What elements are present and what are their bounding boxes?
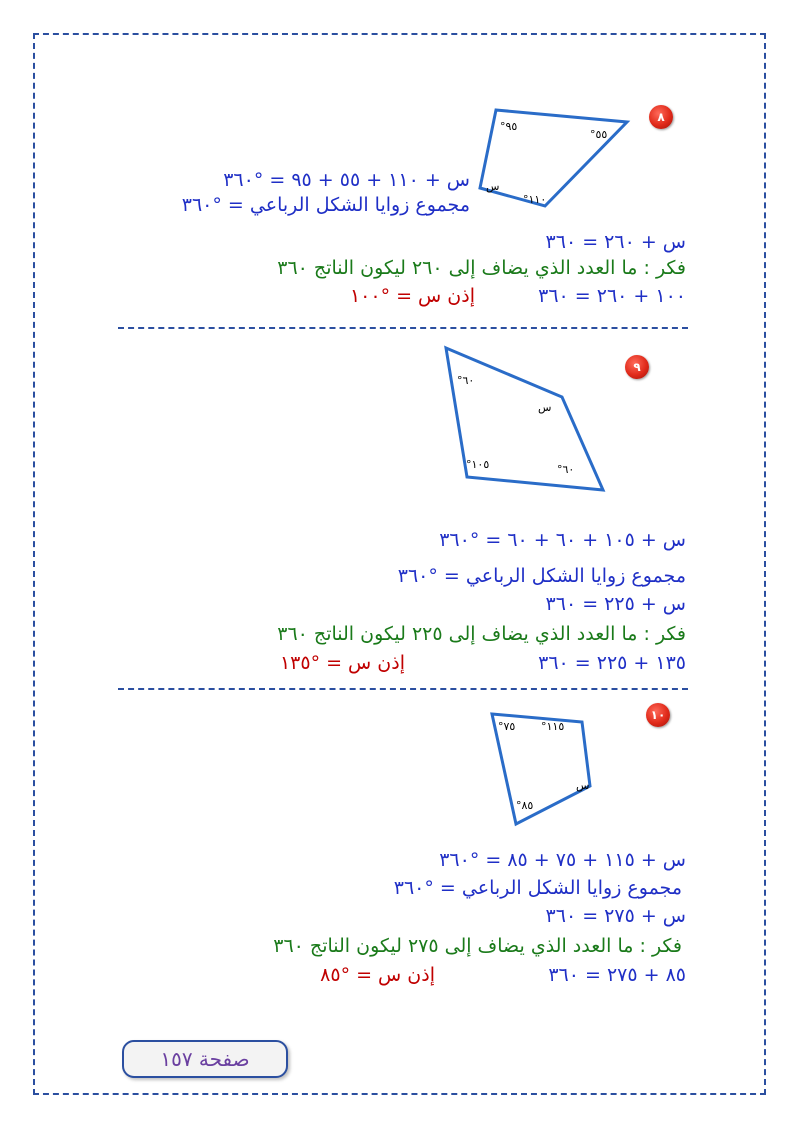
- problem-number-badge: ٩: [625, 355, 649, 379]
- quadrilateral-figure: [440, 342, 620, 500]
- solution-line: ١٠٠ + ٢٦٠ = ٣٦٠: [538, 285, 686, 307]
- angle-label: °٨٥: [516, 799, 534, 812]
- angle-label: س: [486, 180, 500, 193]
- problem-number-badge: ١٠: [646, 703, 670, 727]
- angle-label: °٦٠: [557, 463, 575, 476]
- solution-line: ١٣٥ + ٢٢٥ = ٣٦٠: [538, 652, 686, 674]
- answer-line: إذن س = °١٣٥: [279, 652, 405, 674]
- angle-label: س: [538, 401, 552, 414]
- equation-line: س + ١١٠ + ٥٥ + ٩٥ = °٣٦٠: [223, 169, 470, 191]
- angle-label: س: [576, 779, 590, 792]
- angle-sum-line: مجموع زوايا الشكل الرباعي = °٣٦٠: [181, 194, 470, 216]
- angle-label: °١٠٥: [466, 458, 490, 471]
- angle-label: °١١٠: [523, 193, 547, 206]
- angle-label: °٦٠: [457, 374, 475, 387]
- section-divider: [118, 688, 688, 690]
- solution-line: ٨٥ + ٢٧٥ = ٣٦٠: [548, 964, 686, 986]
- answer-line: إذن س = °١٠٠: [349, 285, 475, 307]
- simplified-equation-line: س + ٢٧٥ = ٣٦٠: [545, 905, 686, 927]
- quadrilateral-figure: [470, 100, 640, 215]
- simplified-equation-line: س + ٢٦٠ = ٣٦٠: [545, 231, 686, 253]
- section-divider: [118, 327, 688, 329]
- equation-line: س + ١١٥ + ٧٥ + ٨٥ = °٣٦٠: [439, 849, 686, 871]
- angle-sum-line: مجموع زوايا الشكل الرباعي = °٣٦٠: [393, 877, 682, 899]
- think-line: فكر : ما العدد الذي يضاف إلى ٢٦٠ ليكون الناتج ٣٦٠: [277, 257, 686, 279]
- angle-label: °٥٥: [590, 128, 608, 141]
- think-line: فكر : ما العدد الذي يضاف إلى ٢٢٥ ليكون الناتج ٣٦٠: [277, 623, 686, 645]
- angle-label: °٧٥: [498, 720, 516, 733]
- quadrilateral-figure: [486, 708, 606, 830]
- equation-line: س + ١٠٥ + ٦٠ + ٦٠ = °٣٦٠: [439, 529, 686, 551]
- answer-line: إذن س = °٨٥: [320, 964, 435, 986]
- angle-label: °٩٥: [500, 120, 518, 133]
- problem-number-badge: ٨: [649, 105, 673, 129]
- simplified-equation-line: س + ٢٢٥ = ٣٦٠: [545, 593, 686, 615]
- think-line: فكر : ما العدد الذي يضاف إلى ٢٧٥ ليكون الناتج ٣٦٠: [273, 935, 682, 957]
- angle-sum-line: مجموع زوايا الشكل الرباعي = °٣٦٠: [397, 565, 686, 587]
- page-number-label: صفحة ١٥٧: [122, 1040, 288, 1078]
- angle-label: °١١٥: [541, 720, 565, 733]
